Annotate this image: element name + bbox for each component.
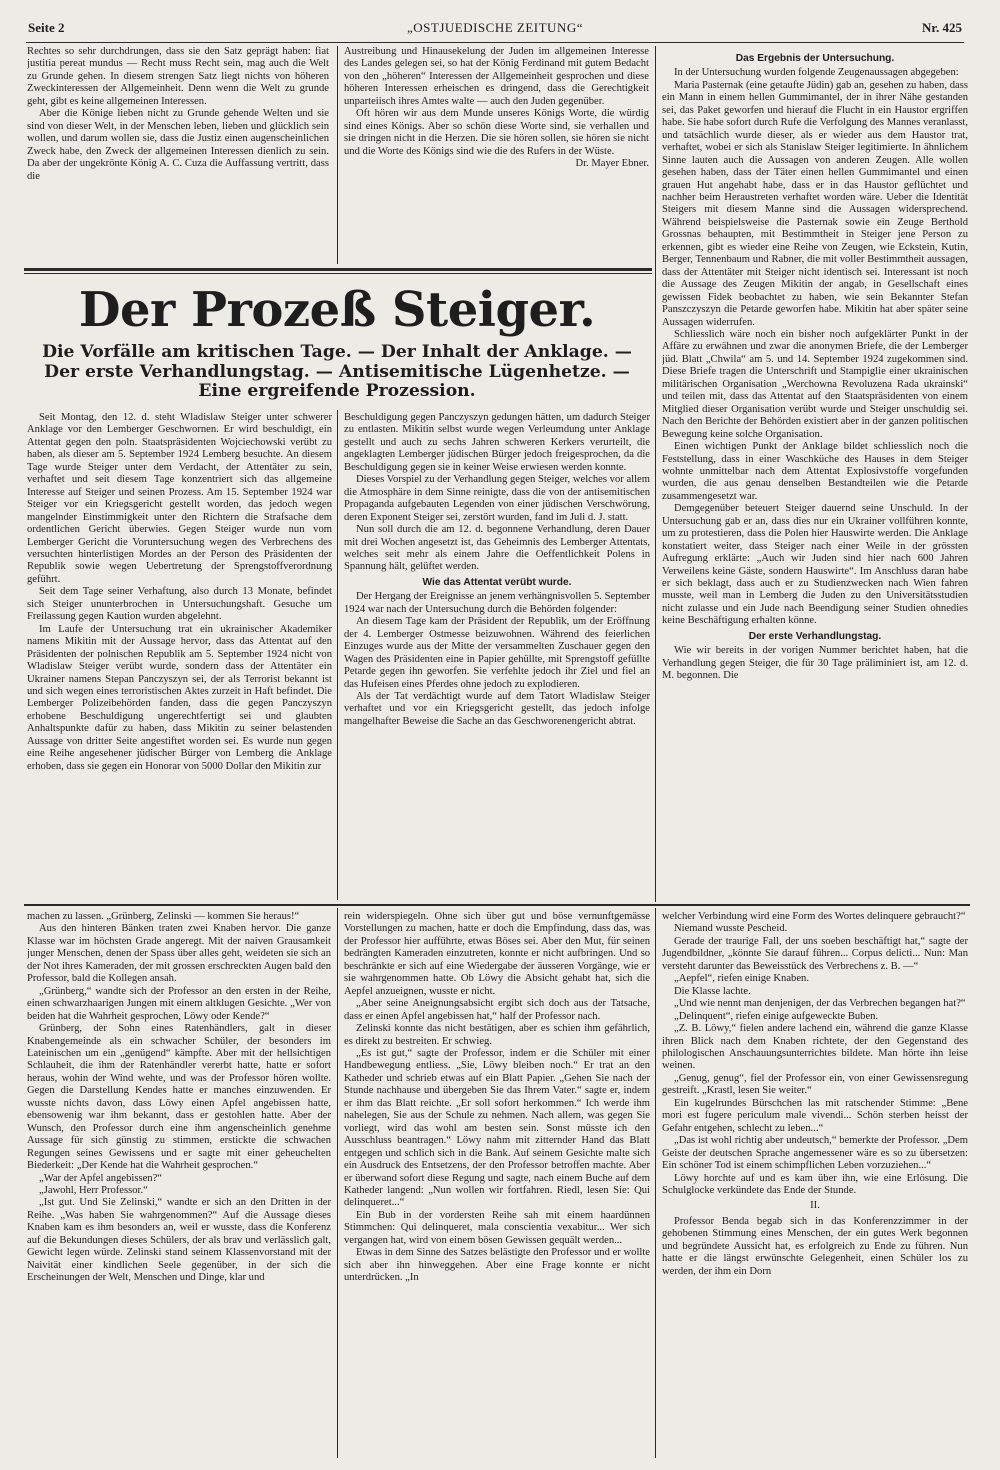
paragraph: „Und wie nennt man denjenigen, der das Verbrechen begangen hat?“ xyxy=(674,998,966,1010)
feuilleton-column-1 xyxy=(27,911,331,1459)
paragraph: „Grünberg,“ wandte sich der Professor an den ersten in der Reihe, einen schwarzhaarigen Jungen mit einem altklugen Gesichte. „Wer von beiden hat die Wahrheit gesprochen, Löwy oder Kende?“ xyxy=(27,985,331,1022)
paragraph: Maria Pasternak (eine getaufte Jüdin) gab an, gesehen zu haben, dass ein Mann in einem hellen Gummimantel, der in ihrer Nähe gestanden sei, das Paket geworfen und hierauf die Flucht in ein Haustor ergriffen habe. Sie habe sofort durch Rufe die Verfolgung des Mannes veranlasst, und tatsächlich wurde dieser, als er wieder aus dem Haustor trat, verhaftet, wobei er sich als Stanislaw Steiger legitimierte. In ähnlichem Sinne lauten auch die Aussagen von anderen Zeugen. Alle wollen gesehen haben, dass der Täter einen hellen Gummimantel und einen grauen Hut angehabt habe, dass er in das Haustor geflüchtet und nachher beim Heraustreten verhaftet worden wäre. Ueber die Identität Steigers mit diesem Manne sind die Aussagen widersprechend. Während beispielsweise die Pasternak sowie ein Zeuge Berthold Grossnas behaupten, mit Bestimmtheit in Steiger jene Person zu erkennen, gibt es wieder eine Reihe von Zeugen, wie Eckstein, Kutin, Berger, Tennenbaum und Rabner, die mit voller Bestimmtheit aussagen, dass der Attentäter mit Steiger nicht identisch sei. Interessant ist noch die Aussage des Zeugen Mikitin der angab, in Gesellschaft eines gewissen Fidek beobachtet zu haben, wie sein Bekannter Stefan Panszczyszyn die Petarde geworfen habe. Mikitin hat aber später seine Aussagen widerrufen. xyxy=(662,79,968,328)
paragraph: „Genug, genug“, fiel der Professor ein, von einer Gewissensregung gestreift. „Krastl, lesen Sie weiter.“ xyxy=(662,1072,968,1097)
paragraph: rein widerspiegeln. Ohne sich über gut und böse vernunftgemässe Vorstellungen zu machen, hatte er doch die Empfindung, dass das, was der Professor hier aufführte, etwas Böses sei. Aber den Mut, für seinen bedrängten Kameraden einzutreten, konnte er nicht aufbringen. Und so beschränkte er sich auf eine Wiedergabe der äusseren Vorgänge, wie er sie wahrgenommen hatte. Ob Löwy die Absicht gehabt hat, sich die Aepfel anzueignen, wusste er nicht. xyxy=(344,911,650,997)
article-subheading: Das Ergebnis der Untersuchung. xyxy=(735,53,895,64)
column-divider xyxy=(655,908,656,1458)
paragraph: Etwas in dem Sinne des Satzes belästigte den Professor und er wollte sich aber ihn hinweggehen. Aber eine Frage konnte er nicht unterdrücken. „In xyxy=(344,1247,650,1284)
paragraph: Die Klasse lachte. xyxy=(674,985,751,997)
paragraph: Als der Tat verdächtigt wurde auf dem Tatort Wladislaw Steiger verhaftet und vor ein Kriegsgericht gestellt, das jedoch infolge mangelhafter Beweise die Sache an das Geschworenengericht abtrat. xyxy=(344,690,650,727)
masthead xyxy=(28,18,962,40)
article-subheading: Wie das Attentat verübt wurde. xyxy=(422,576,572,588)
paragraph: „Ist gut. Und Sie Zelinski,“ wandte er sich an den Dritten in der Reihe. „Was haben Sie wahrgenommen?“ Auf die Aussage dieses Knaben kam es ihm besonders an, weil er wusste, dass die Konferenz auf die Bekundungen dieses Schülers, der als brav und verlässlich galt, Gewicht legen würde. Zelinski stand seinem Klassenvorstand mit der Naivität einer kindlichen Seele gegenüber, in der sich die Erscheinungen der Welt, Menschen und Dinge, klar und xyxy=(27,1197,331,1284)
masthead-rule xyxy=(26,42,964,43)
paragraph: Im Laufe der Untersuchung trat ein ukrainischer Akademiker namens Mikitin mit der Aussage hervor, dass das Attentat auf den Präsidenten der polnischen Republik am 5. September 1924 nicht von Wladislaw Steiger verübt wurde, sondern dass der Attentäter ein Ukrainer namens Stepan Panczyszyn sei, der als Terrorist bekannt ist und sich wegen eines terroristischen Aktes zurzeit in Haft befindet. Die Lemberger Polizeibehörden fanden, dass die gegen Panczyszyn erhobene Beschuldigung ungerechtfertigt sei und glaubten Anhaltspunkte dafür zu haben, dass Mikitin zu seiner belastenden Aussage von dritter Seite angestiftet worden sei. Es wurde nun gegen eine Reihe angesehener jüdischer Bürger von Lemberg die Anklage erhoben, dass sie gegen ein Honorar von 5000 Dollar den Mikitin zur xyxy=(27,623,332,772)
paragraph: Wie wir bereits in der vorigen Nummer berichtet haben, hat die Verhandlung gegen Steiger, die für 30 Tage präliminiert ist, am 12. d. M. begonnen. Die xyxy=(662,645,968,682)
paragraph: Schliesslich wäre noch ein bisher noch aufgeklärter Punkt in der Affäre zu erwähnen und zwar die anonymen Briefe, die der Lemberger jüd. Blatt „Chwila“ am 5. und 14. September 1924 zugekommen sind. Diese Briefe tragen die Unterschrift und Stampiglie einer ukrainischen militärischen Organisation „Werchowna Revoluzena Rada ukrainski“ und teilen mit, dass das Attentat auf den Staatspräsidenten von einem Mitglied dieser Organisation verübt wurde und Steiger unschuldig sei. Nach den Berichte der Behörden existiert aber in der ganzen politischen Bewegung keine solche Organisation. xyxy=(662,328,968,440)
paragraph: In der Untersuchung wurden folgende Zeugenaussagen abgegeben: xyxy=(674,67,959,79)
paragraph: Ein kugelrundes Bürschchen las mit ratschender Stimme: „Bene mori est fugere periculum male vivendi... Schön sterben heisst der Gefahr entgehen, schlecht zu leben...“ xyxy=(662,1097,968,1134)
paragraph: „Aber seine Aneignungsabsicht ergibt sich doch aus der Tatsache, dass er einen Apfel angebissen hat,“ half der Professor nach. xyxy=(344,998,650,1022)
paragraph: Nun soll durch die am 12. d. begonnene Verhandlung, deren Dauer mit drei Wochen angesetzt ist, das Geheimnis des Lemberger Attentats, welches seit mehr als einem Jahre die Oeffentlichkeit Polens in Spannung hält, gelüftet werden. xyxy=(344,524,650,573)
paragraph: „Aepfel“, riefen einige Knaben. xyxy=(674,973,809,985)
article-headline: Der Prozeß Steiger. xyxy=(78,282,596,338)
feuilleton-column-3 xyxy=(662,911,968,1459)
newspaper-title: „OSTJUEDISCHE ZEITUNG“ xyxy=(406,20,583,35)
paragraph: Rechtes so sehr durchdrungen, dass sie den Satz geprägt haben: fiat justitia pereat mundus — Recht muss Recht sein, mag auch die Welt zu Grunde gehen. In diesem strengen Satz liegt nichts von höheren Zweckinteressen der Allgemeinheit. Denn wenn die Welt zu grunde geht, gibt es keine allgemeinen Interessen. xyxy=(27,46,329,107)
paragraph: Oft hören wir aus dem Munde unseres Königs Worte, die würdig sind eines Königs. Aber so schön diese Worte sind, sie verhallen und sie dringen nicht in die Herzen. Die sie hören sollen, sie hören sie nicht und die Worte des Königs sind wie die des Rufers in der Wüste. xyxy=(344,108,649,157)
paragraph: Demgegenüber beteuert Steiger dauernd seine Unschuld. In der Untersuchung gab er an, dass dies nur ein Ukrainer vollführen konnte, um zu protestieren, dass die Polen hier Hauswirte werden. Die Anklage konstatiert weiter, dass Steiger nach einer Weile in der grössten Aufregung erklärte: „Auch wir Juden sind hier nach 600 Jahren Verweilens keine Gäste, sondern Hauswirte“. Im Anschluss daran habe er sich beklagt, dass auch er zu Studienzwecken nach Wien fahren musste, weil man in Lemberg die Juden zu den Universitätsstudien nicht zulasse und ein Jude nach Beendigung seiner Studien ohnedies keine Beschäftigung erhalten könne. xyxy=(662,503,968,627)
paragraph: Zelinski konnte das nicht bestätigen, aber es schien ihm gefährlich, es direkt zu bestreiten. Er schwieg. xyxy=(344,1023,650,1047)
section-number: II. xyxy=(810,1200,820,1212)
paragraph: „Jawohl, Herr Professor.“ xyxy=(39,1184,148,1196)
paragraph: „War der Apfel angebissen?“ xyxy=(39,1172,162,1184)
paragraph: welcher Verbindung wird eine Form des Wortes delinquere gebraucht?“ xyxy=(662,911,966,922)
column-divider xyxy=(337,46,338,264)
paragraph: Seit dem Tage seiner Verhaftung, also durch 13 Monate, befindet sich Steiger ununterbrochen in Untersuchungshaft. Gesuche um Freilassung gegen Kaution wurden abgelehnt. xyxy=(27,586,332,623)
paragraph: Ein Bub in der vordersten Reihe sah mit einem haardünnen Stimmchen: Qui delinqueret, mala conscientia vexabitur... Wer sich vergangen hat, wird von einem bösen Gewissen gequält werden... xyxy=(344,1209,650,1246)
paragraph: „Z. B. Löwy,“ fielen andere lachend ein, während die ganze Klasse ihren Blick nach dem Knaben richtete, der den Gegenstand des philologischen Anschauungsunterrichtes bildete. Man hörte ihn leise weinen. xyxy=(662,1023,968,1072)
paragraph: Aus den hinteren Bänken traten zwei Knaben hervor. Die ganze Klasse war im höchsten Grade angeregt. Mit der naiven Grausamkeit junger Menschen, denen der Spass über alles geht, weideten sie sich an der Not ihres Kameraden, der mit grossen erschreckten Augen bald den Professor, bald die Kollegen ansah. xyxy=(27,923,331,985)
feuilleton-rule xyxy=(24,904,970,906)
paragraph: Austreibung und Hinausekelung der Juden im allgemeinen Interesse des Landes gelegen sei, so hat der König Ferdinand mit gutem Bedacht von den „höheren“ Interessen der Allgemeinheit gesprochen und diese höheren Interessen erheischen es dringend, dass die Gerechtigkeit unparteiisch ihres Amtes walte — auch den Juden gegenüber. xyxy=(344,46,649,107)
paragraph: An diesem Tage kam der Präsident der Republik, um der Eröffnung der 4. Lemberger Ostmesse beizuwohnen. Während des feierlichen Einzuges wurde aus der Mitte der versammelten Zuschauer gegen den Wagen des Präsidenten eine in Papier gehüllte, mit Sprengstoff gefüllte Petarde gegen ihn geworfen. Sie verfehlte jedoch ihr Ziel und fiel an das Hufeisen eines Pferdes ohne jedoch zu explodieren. xyxy=(344,616,650,690)
paragraph: Gerade der traurige Fall, der uns soeben beschäftigt hat,“ sagte der Jugendbildner, „könnte Sie darauf führen... Corpus delicti... Nun: Man versteht darunter das Beweisstück des Verbrechens z. B. —“ xyxy=(662,935,968,972)
author-signature: Dr. Mayer Ebner. xyxy=(575,158,649,170)
paragraph: Dieses Vorspiel zu der Verhandlung gegen Steiger, welches vor allem die Atmosphäre in dem Sinne reinigte, dass die von der antisemitischen Propaganda aufgebauten Legenden von einer jüdischen Verschwörung, deren Exponent Steiger sei, zerstört wurden, fand im Juli d. J. statt. xyxy=(344,474,650,523)
paragraph: Einen wichtigen Punkt der Anklage bildet schliesslich noch die Feststellung, dass in einer Waschküche des Hauses in dem Steiger wohnte unmittelbar nach dem Attentat Explosivstoffe vorgefunden wurden, die aus genau denselben Bestandteilen wie die Petarde zusammengesetzt war. xyxy=(662,441,968,502)
article-deck: Die Vorfälle am kritischen Tage. — Der Inhalt der Anklage. — Der erste Verhandlungstag. — Antisemitische Lügenhetze. — Eine ergreifende Prozession. xyxy=(42,342,632,401)
editorial-column-2 xyxy=(344,46,649,264)
section-rule-thin xyxy=(24,273,652,274)
paragraph: „Delinquent“, riefen einige aufgeweckte Buben. xyxy=(674,1010,879,1022)
paragraph: Löwy horchte auf und es kam über ihn, wie eine Erlösung. Die Schulglocke verkündete das Ende der Stunde. xyxy=(662,1172,968,1196)
editorial-column-1 xyxy=(27,46,329,264)
article-column-3 xyxy=(662,50,968,900)
column-divider xyxy=(337,908,338,1458)
paragraph: Aber die Könige lieben nicht zu Grunde gehende Welten und sie sind von dieser Welt, in der Menschen leben, lieben und glücklich sein wollen, und darum wollen sie, dass die Justiz einen augenscheinlichen Zweck habe, den Zweck der allgemeinen Interessen dienlich zu sein. Da aber der ungekrönte König A. C. Cuza die Auffassung vertritt, dass die xyxy=(27,108,329,182)
paragraph: „Das ist wohl richtig aber undeutsch,“ bemerkte der Professor. „Dem Geiste der deutschen Sprache angemessener wäre es so zu übersetzen: Ein schöner Tod ist einem schimpflichen Leben vorzuziehen...“ xyxy=(662,1135,968,1172)
column-divider xyxy=(655,46,656,902)
article-subheading: Der erste Verhandlungstag. xyxy=(748,630,882,642)
article-column-1 xyxy=(27,412,332,900)
page-number: Seite 2 xyxy=(28,20,65,35)
paragraph: Seit Montag, den 12. d. steht Wladislaw Steiger unter schwerer Anklage vor den Lemberger Geschwornen. Er wird beschuldigt, ein Attentat gegen den poln. Staatspräsidenten Wojciechowski verübt zu haben, als dieser am 5. September 1924 Lemberg besuchte. An diesem Tage wurde Steiger unter dem Verdacht, der Attentäter zu sein, verhaftet und seit diesem Tage konzentriert sich das allgemeine Interesse auf Steiger und seinen Prozess. Am 15. September 1924 war Steiger vor ein Kriegsgericht gestellt worden, das jedoch wegen mangelnder Einstimmigkeit unter den Richtern die Strafsache dem ordentlichen Gericht überwies. Gegen Steiger wurde nun vom Lemberger Gericht die Voruntersuchung wegen des Verbrechens des versuchten hinterlistigen Mordes an der Person des Präsidenten der Republik sowie wegen Uebertretung der Sprengstoffverordnung geführt. xyxy=(27,412,332,585)
article-column-2 xyxy=(344,412,650,900)
paragraph: Grünberg, der Sohn eines Ratenhändlers, galt in dieser Knabengemeinde als ein schwacher Schüler, der besonders im Lateinischen um ein „genügend“ kämpfte. Aber mit der hellsichtigen Schlauheit, die ihm der Ratenhändler vererbt hatte, hatte er sofort heraus, wohin der Wind wehte, und was der Professor hören wollte. Gegen die Darstellung Kendes hatte er manches einzuwenden. Er wusste nichts davon, dass Löwy einen Apfel angebissen hatte, ebensowenig war ihm bekannt, dass er gestohlen hatte. Aber der Wunsch, den Professor durch eine ihm angenscheinlich genehme Aussage für sich günstig zu stimmen, erstickte die schwachen Regungen seines Gewissens und er sagte mit einer geheuchelten Biederkeit: „Der Kende hat die Wahrheit gesprochen.“ xyxy=(27,1023,331,1172)
paragraph: Der Hergang der Ereignisse an jenem verhängnisvollen 5. September 1924 war nach der Untersuchung durch die Behörden folgender: xyxy=(344,591,650,615)
section-rule-thick xyxy=(24,268,652,271)
paragraph: Beschuldigung gegen Panczyszyn gedungen hätten, um dadurch Steiger zu entlasten. Mikitin selbst wurde wegen Verleumdung unter Anklage gestellt und auch zu sechs Jahren schweren Kerkers verurteilt, die angeklagten Lemberger jüdischen Bürger jedoch freigesprochen, da die Beschuldigung gegen sie in keiner Weise erwiesen werden konnte. xyxy=(344,412,650,473)
paragraph: „Es ist gut,“ sagte der Professor, indem er die Schüler mit einer Handbewegung entliess. „Sie, Löwy bleiben noch.“ Er trat an den Katheder und schrieb etwas auf ein Blatt Papier. „Gehen Sie nach der Stunde nachhause und übergeben Sie das Ihrem Vater.“ sagte er, indem er ihm das Blatt reichte. „Er soll sofort herkommen.“ Ich werde ihm nahelegen, Sie aus der Schule zu nehmen. Nach allem, was gegen Sie vorliegt, wird das wohl am besten sein. Sonst müsste ich den Ausschluss beantragen.“ Löwy nahm mit zitternder Hand das Blatt entgegen und schlich sich in die Bank. Auf seinem Gesichte malte sich ein Ausdruck des Entsetzens, der den Professor betroffen machte. Aber er überwand sofort diese Regung und sagte, nach einem Buche auf dem Katheder langend: „Nun wollen wir fortfahren. Riedl, lesen Sie: Qui delinqueret...“ xyxy=(344,1047,650,1209)
paragraph: Niemand wusste Pescheid. xyxy=(674,923,788,935)
paragraph: machen zu lassen. „Grünberg, Zelinski — kommen Sie heraus!“ xyxy=(27,911,300,922)
issue-number: Nr. 425 xyxy=(922,20,962,35)
column-divider xyxy=(337,410,338,900)
feuilleton-column-2 xyxy=(344,911,650,1459)
paragraph: Professor Benda begab sich in das Konferenzzimmer in der gehobenen Stimmung eines Menschen, der ein gutes Werk begonnen und begründete Aussicht hat, es erfolgreich zu Ende zu führen. Nun hatte er die längst erwünschte Gelegenheit, einen Schüler los zu werden, der ihm ein Dorn xyxy=(662,1215,968,1277)
